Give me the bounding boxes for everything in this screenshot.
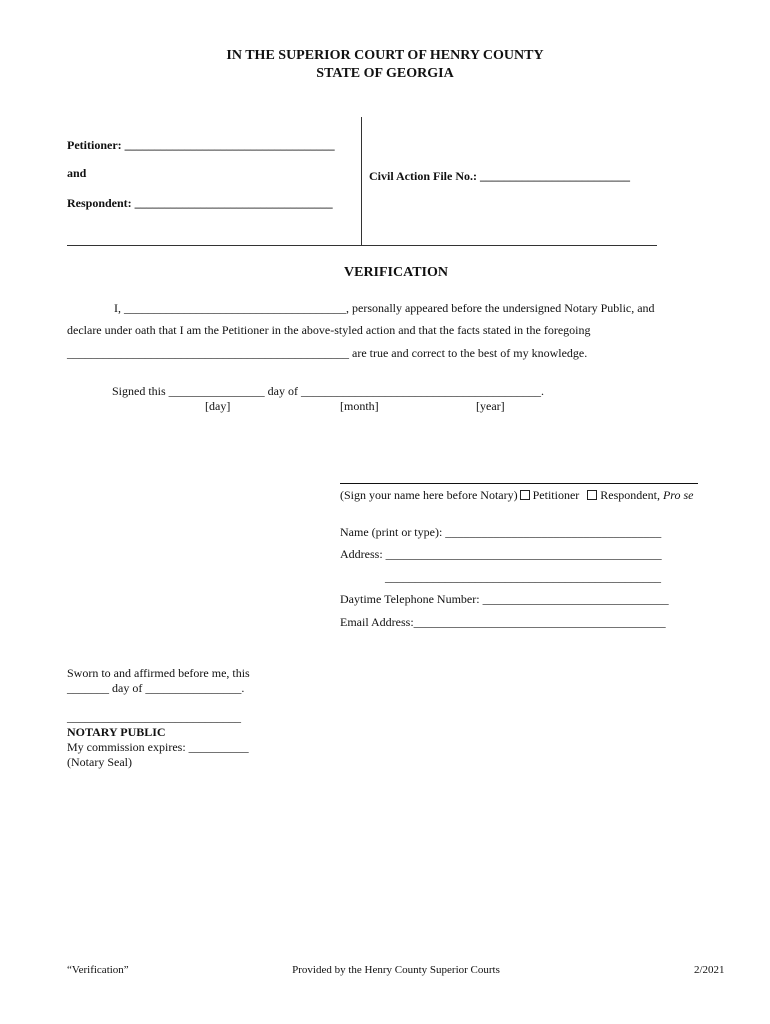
respondent-field[interactable]: Respondent: _________________________________ [67, 196, 333, 210]
footer-provider: Provided by the Henry County Superior Courts [292, 964, 500, 976]
email-field[interactable]: Email Address:__________________________________________ [340, 615, 666, 629]
caption-divider-horizontal [67, 245, 657, 246]
caption-divider-vertical [361, 117, 362, 245]
signed-date-line[interactable]: Signed this ________________ day of ________________________________________. [112, 384, 544, 398]
notary-seal-label: (Notary Seal) [67, 755, 132, 769]
name-field[interactable]: Name (print or type): ____________________________________ [340, 525, 662, 539]
petitioner-field[interactable]: Petitioner: ___________________________________ [67, 138, 335, 152]
and-label: and [67, 166, 87, 180]
page-title: VERIFICATION [344, 265, 448, 280]
signature-line[interactable] [340, 483, 698, 484]
sign-instruction [340, 488, 694, 503]
footer-revision-date: 2/2021 [694, 964, 725, 976]
respondent-checkbox[interactable] [587, 490, 597, 500]
footer-form-name: “Verification” [67, 964, 129, 976]
respondent-checkbox-label: Respondent, [600, 488, 660, 502]
verification-line-3[interactable]: _______________________________________________ are true and correct to the best of my knowledge. [67, 346, 588, 360]
petitioner-checkbox[interactable] [520, 490, 530, 500]
state-name: STATE OF GEORGIA [316, 66, 454, 81]
month-label: [month] [340, 399, 379, 413]
sworn-text: Sworn to and affirmed before me, this [67, 666, 250, 680]
petitioner-checkbox-label: Petitioner [532, 488, 580, 502]
sworn-date-line[interactable]: _______ day of ________________. [67, 681, 245, 695]
address-field-line-2[interactable]: ______________________________________________ [385, 570, 661, 584]
pro-se-label: Pro se [662, 488, 694, 502]
year-label: [year] [476, 399, 505, 413]
sign-instruction-text: (Sign your name here before Notary) [340, 488, 518, 502]
address-field[interactable]: Address: ______________________________________________ [340, 547, 662, 561]
commission-expires-field[interactable]: My commission expires: __________ [67, 740, 249, 754]
day-label: [day] [205, 399, 231, 413]
civil-action-field[interactable]: Civil Action File No.: _________________________ [369, 169, 630, 183]
verification-line-1[interactable]: I, _____________________________________, personally appeared before the undersigned Notary Public, and [114, 301, 655, 315]
phone-field[interactable]: Daytime Telephone Number: _______________________________ [340, 592, 669, 606]
notary-signature-line[interactable]: _____________________________ [67, 710, 241, 724]
court-name: IN THE SUPERIOR COURT OF HENRY COUNTY [226, 48, 544, 63]
verification-line-2: declare under oath that I am the Petitioner in the above-styled action and that the facts stated in the foregoing [67, 323, 591, 337]
notary-public-title: NOTARY PUBLIC [67, 725, 166, 739]
